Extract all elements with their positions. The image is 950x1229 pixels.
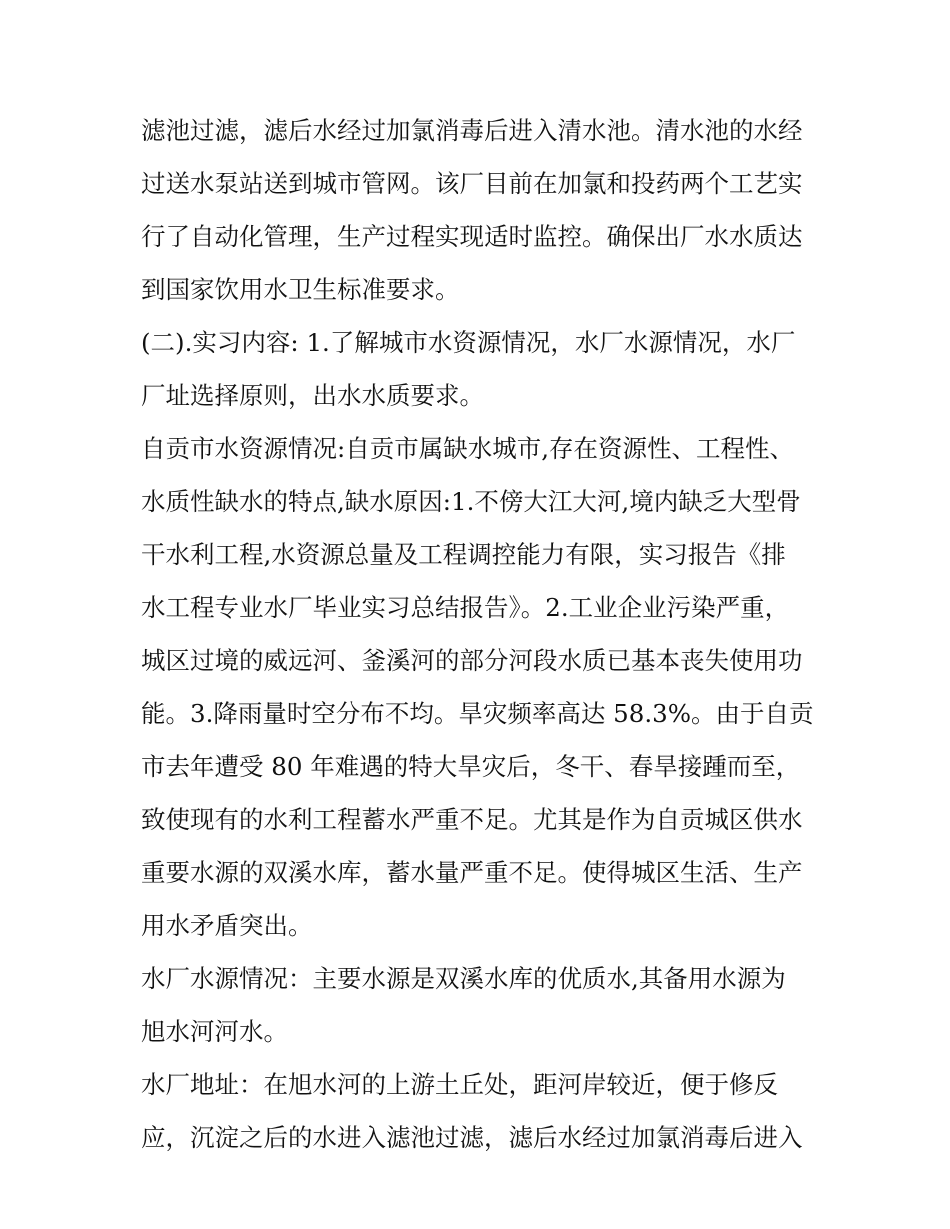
text-line: 致使现有的水利工程蓄水严重不足。尤其是作为自贡城区供水 (141, 805, 803, 834)
text-line: 行了自动化管理，生产过程实现适时监控。确保出厂水水质达 (141, 222, 803, 251)
text-line: 干水利工程,水资源总量及工程调控能力有限，实习报告《排 (141, 540, 786, 569)
text-line: 重要水源的双溪水库，蓄水量严重不足。使得城区生活、生产 (141, 858, 803, 887)
text-line: 水质性缺水的特点,缺水原因:1.不傍大江大河,境内缺乏大型骨 (141, 487, 801, 516)
text-line: 用水矛盾突出。 (141, 911, 313, 940)
text-line: 旭水河河水。 (141, 1017, 288, 1046)
body-text (141, 104, 817, 1164)
text-line: 城区过境的威远河、釜溪河的部分河段水质已基本丧失使用功 (141, 646, 803, 675)
text-line: 能。3.降雨量时空分布不均。旱灾频率高达 58.3%。由于自贡 (141, 699, 814, 728)
text-line: 应，沉淀之后的水进入滤池过滤，滤后水经过加氯消毒后进入 (141, 1123, 803, 1152)
text-line: 市去年遭受 80 年难遇的特大旱灾后，冬干、春旱接踵而至， (141, 752, 801, 781)
text-line: 水厂地址：在旭水河的上游土丘处，距河岸较近，便于修反 (141, 1070, 778, 1099)
text-line: 滤池过滤，滤后水经过加氯消毒后进入清水池。清水池的水经 (141, 116, 803, 145)
text-line: 自贡市水资源情况:自贡市属缺水城市,存在资源性、工程性、 (141, 434, 795, 463)
text-line: 水厂水源情况：主要水源是双溪水库的优质水,其备用水源为 (141, 964, 786, 993)
text-line: 厂址选择原则，出水水质要求。 (141, 381, 484, 410)
text-line: 过送水泵站送到城市管网。该厂目前在加氯和投药两个工艺实 (141, 169, 803, 198)
text-line: 到国家饮用水卫生标准要求。 (141, 275, 460, 304)
text-line: 水工程专业水厂毕业实习总结报告》。2.工业企业污染严重， (141, 593, 790, 622)
section-heading-line: (二).实习内容: 1.了解城市水资源情况，水厂水源情况，水厂 (141, 328, 796, 357)
